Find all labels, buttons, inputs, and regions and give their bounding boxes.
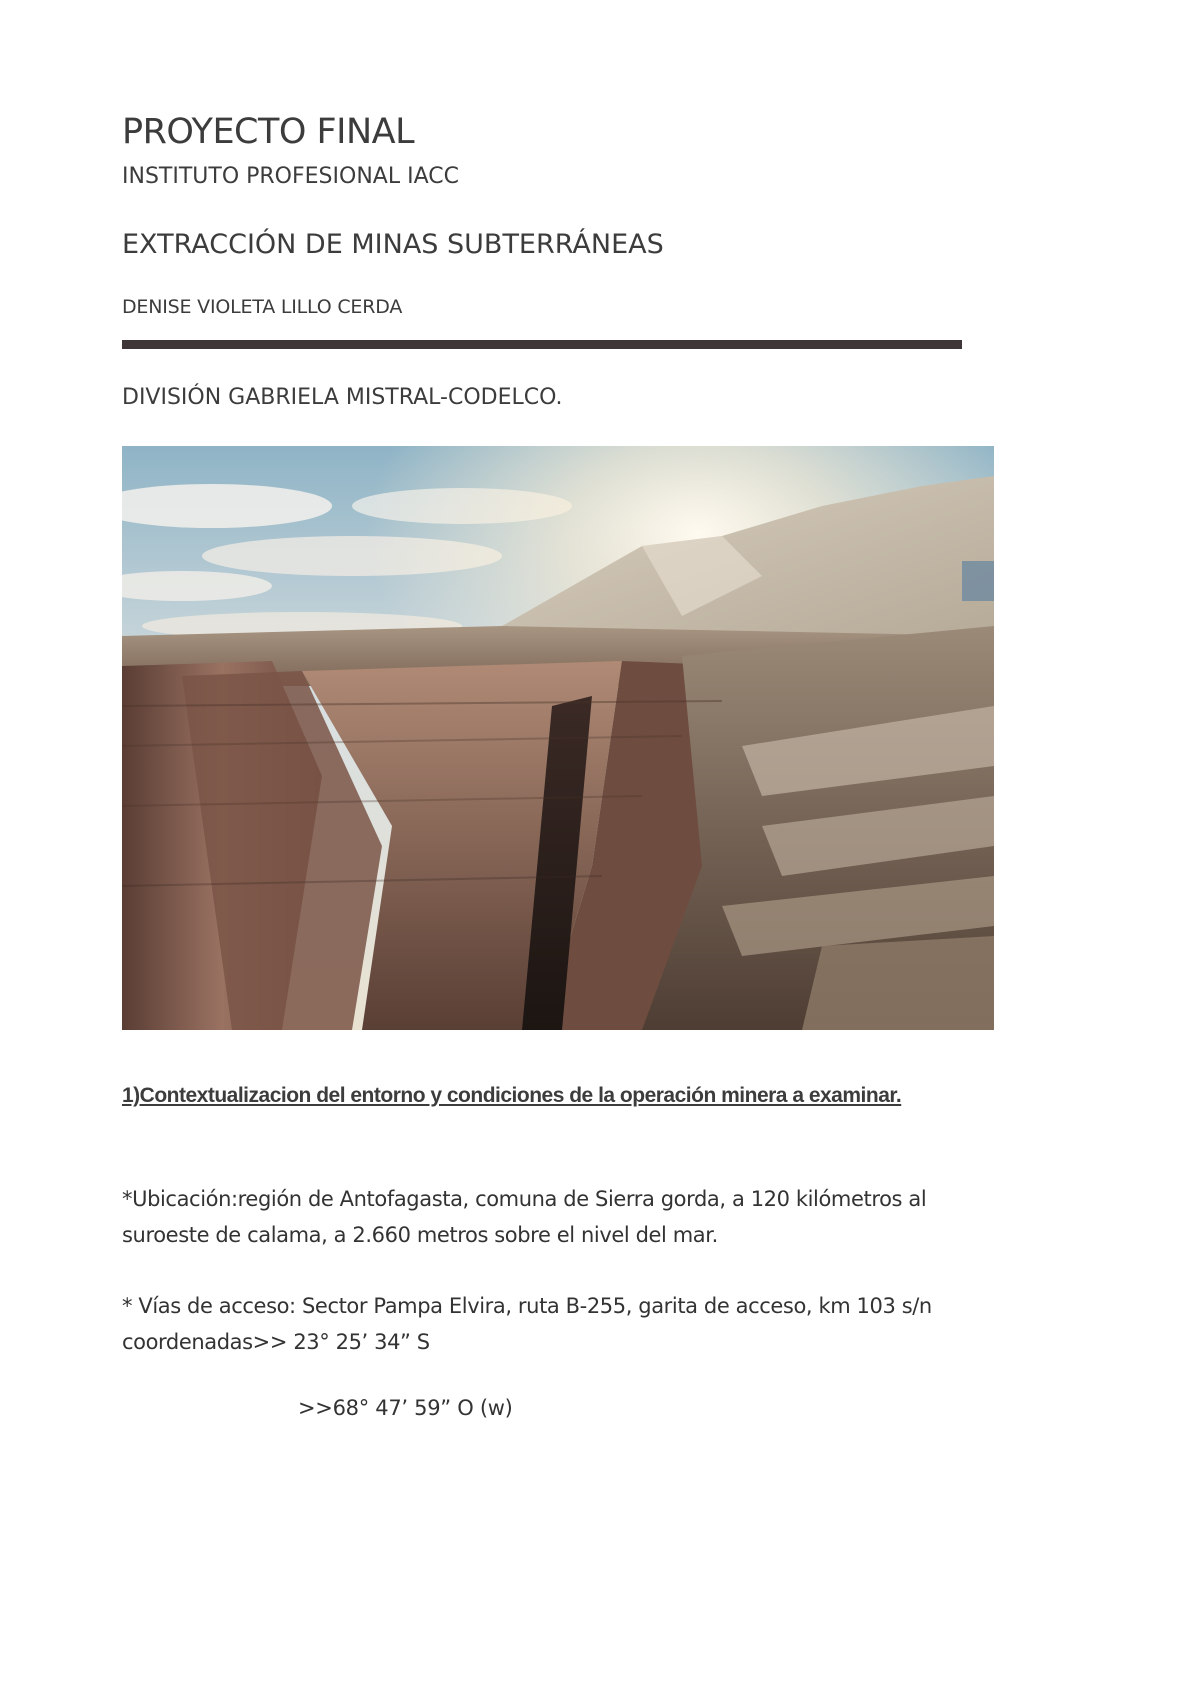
canyon-photo xyxy=(122,446,994,1030)
document-title: PROYECTO FINAL xyxy=(122,112,415,152)
west-coordinate: >>68° 47’ 59” O (w) xyxy=(298,1396,513,1420)
author-name: DENISE VIOLETA LILLO CERDA xyxy=(122,296,403,318)
access-paragraph: * Vías de acceso: Sector Pampa Elvira, ruta B-255, garita de acceso, km 103 s/n coordenadas>> 23° 25’ 34” S xyxy=(122,1294,932,1354)
section-heading: 1)Contextualizacion del entorno y condiciones de la operación minera a examinar. xyxy=(122,1084,902,1107)
institute-name: INSTITUTO PROFESIONAL IACC xyxy=(122,164,459,189)
division-name: DIVISIÓN GABRIELA MISTRAL-CODELCO. xyxy=(122,385,563,410)
title-divider xyxy=(122,340,962,349)
document-subject: EXTRACCIÓN DE MINAS SUBTERRÁNEAS xyxy=(122,229,664,260)
location-paragraph: *Ubicación:región de Antofagasta, comuna de Sierra gorda, a 120 kilómetros al suroeste de calama, a 2.660 metros sobre el nivel del mar. xyxy=(122,1187,927,1247)
